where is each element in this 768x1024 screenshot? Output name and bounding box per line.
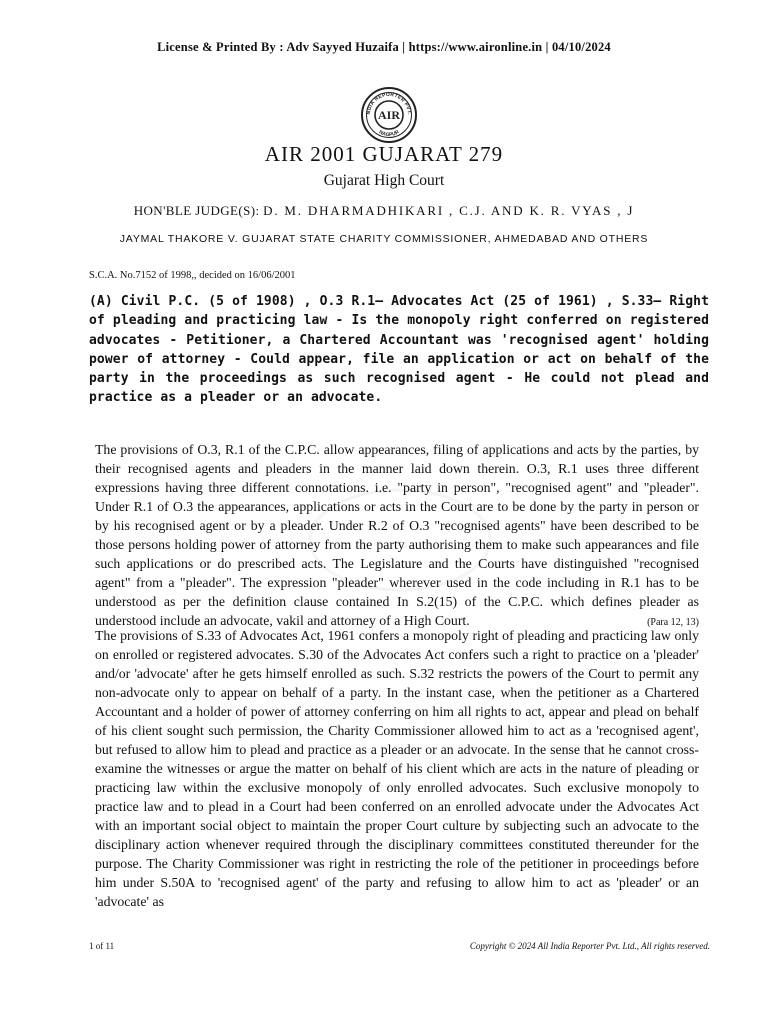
logo-text-top: NDIA REPORTER PVT. [365, 91, 413, 116]
page-number: 1 of 11 [89, 941, 115, 951]
paragraph-1-text: The provisions of O.3, R.1 of the C.P.C. allow appearances, filing of applications and acts by the parties, by their recognised agents and pleaders in the manner laid down therein. O.3, R.1 uses three different expressions having three different connotations. i.e. "party in person", "recognised agent" and "pleader". Under R.1 of O.3 the appearances, applications or acts in the Court are to be done by the party in person or by his recognised agent or by a pleader. Under R.2 of O.3 "recognised agents" have been described to be those persons holding power of attorney from the party authorising them to make such appearances and file such applications or do prescribed acts. The Legislature and the Courts have distinguished "recognised agent" from a "pleader". The expression "pleader" wherever used in the code including in R.1 has to be understood as per the definition clause contained In S.2(15) of the C.P.C. which defines pleader as understood include an advocate, vakil and attorney of a High Court. [95, 442, 699, 628]
paragraph-1 [95, 440, 699, 632]
judges-names: D. M. DHARMADHIKARI , C.J. AND K. R. VYAS , J [263, 203, 635, 218]
air-seal-icon [360, 86, 418, 144]
judges-line [0, 203, 768, 219]
case-number: S.C.A. No.7152 of 1998,, decided on 16/06/2001 [89, 270, 296, 281]
citation-title: AIR 2001 GUJARAT 279 [264, 142, 504, 166]
paragraph-2: The provisions of S.33 of Advocates Act, 1961 confers a monopoly right of pleading and practicing law only on enrolled or registered advocates. S.30 of the Advocates Act confers such a right to practice on a 'pleader' and/or 'advocate' after he gets himself enrolled as such. S.32 restricts the powers of the Court to permit any non-advocate only to appear on behalf of a party. In the instant case, when the petitioner as a Chartered Accountant and a holder of power of attorney conferring on him all rights to act, appear and plead on behalf of his client sought such permission, the Charity Commissioner allowed him to act as a 'recognised agent', but refused to allow him to plead and practice as a pleader or an advocate. In the sense that he cannot cross-examine the witnesses or argue the matter on behalf of his client which are acts in the nature of pleading or practicing law within the exclusive monopoly of only enrolled advocates. Such exclusive monopoly to practice law and to plead in a Court had been conferred on an enrolled advocate under the Advocates Act with an important social object to maintain the proper Court culture by subjecting such an advocate to the disciplinary action whenever required through the disciplinary committees constituted thereunder for the purpose. The Charity Commissioner was right in restricting the role of the petitioner in proceedings before him under S.50A to 'recognised agent' of the party and refusing to allow him to act as 'pleader' or an 'advocate' as [95, 628, 699, 909]
court-name: Gujarat High Court [323, 172, 445, 189]
svg-text:NAGPUR [378, 129, 401, 138]
parties-line: JAYMAL THAKORE V. GUJARAT STATE CHARITY COMMISSIONER, AHMEDABAD AND OTHERS [119, 233, 649, 245]
license-line: License & Printed By : Adv Sayyed Huzaifa | https://www.aironline.in | 04/10/2024 [157, 40, 611, 54]
copyright-line: Copyright © 2024 All India Reporter Pvt. Ltd., All rights reserved. [469, 941, 710, 951]
paragraph-1-ref: (Para 12, 13) [647, 617, 699, 628]
logo-text-center: AIR [377, 108, 401, 122]
headnote: (A) Civil P.C. (5 of 1908) , O.3 R.1— Advocates Act (25 of 1961) , S.33— Right of pleading and practicing law - Is the monopoly right conferred on registered advocates - Petitioner, a Chartered Accountant was 'recognised agent' holding power of attorney - Could appear, file an application or act on behalf of the party in the proceedings as such recognised agent - He could not plead and practice as a pleader or an advocate. [89, 294, 709, 406]
judges-prefix: HON'BLE JUDGE(S): [133, 203, 260, 218]
logo-text-bottom: NAGPUR [377, 129, 401, 139]
